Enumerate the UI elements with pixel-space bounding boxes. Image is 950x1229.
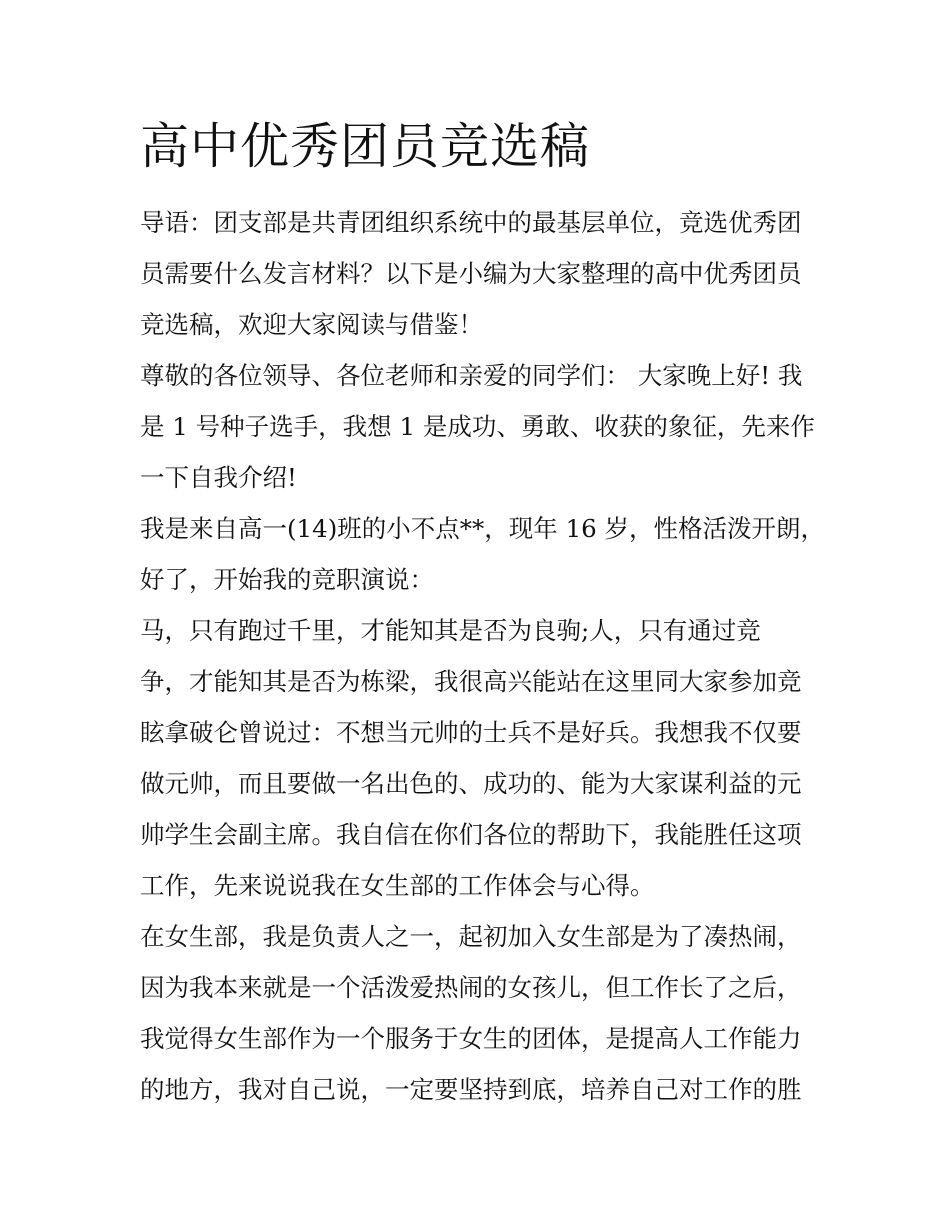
body-line: 马，只有跑过千里，才能知其是否为良驹;人，只有通过竞 (140, 616, 761, 645)
body-line: 尊敬的各位领导、各位老师和亲爱的同学们： 大家晚上好! 我 (140, 361, 803, 390)
body-line: 做元帅，而且要做一名出色的、成功的、能为大家谋利益的元 (140, 769, 802, 798)
body-line: 竞选稿，欢迎大家阅读与借鉴！ (140, 310, 483, 339)
body-line: 我是来自高一(14)班的小不点**，现年 16 岁，性格活泼开朗， (140, 514, 826, 543)
document-title: 高中优秀团员竞选稿 (140, 118, 591, 175)
body-line: 好了，开始我的竞职演说： (140, 565, 434, 594)
body-line: 是 1 号种子选手，我想 1 是成功、勇敢、收获的象征，先来作 (140, 412, 815, 441)
body-line: 因为我本来就是一个活泼爱热闹的女孩儿，但工作长了之后， (140, 973, 802, 1002)
body-line: 一下自我介绍! (140, 463, 297, 492)
body-line: 导语：团支部是共青团组织系统中的最基层单位，竞选优秀团 (140, 208, 802, 237)
body-line: 工作，先来说说我在女生部的工作体会与心得。 (140, 871, 655, 900)
body-line: 帅学生会副主席。我自信在你们各位的帮助下，我能胜任这项 (140, 820, 802, 849)
body-line: 员需要什么发言材料？以下是小编为大家整理的高中优秀团员 (140, 259, 802, 288)
body-line: 的地方，我对自己说，一定要坚持到底，培养自己对工作的胜 (140, 1075, 802, 1104)
body-line: 争，才能知其是否为栋梁，我很高兴能站在这里同大家参加竞 (140, 667, 802, 696)
body-line: 眩拿破仑曾说过：不想当元帅的士兵不是好兵。我想我不仅要 (140, 718, 802, 747)
document-body (140, 197, 826, 1115)
body-line: 在女生部，我是负责人之一，起初加入女生部是为了凑热闹， (140, 922, 802, 951)
body-line: 我觉得女生部作为一个服务于女生的团体，是提高人工作能力 (140, 1024, 802, 1053)
